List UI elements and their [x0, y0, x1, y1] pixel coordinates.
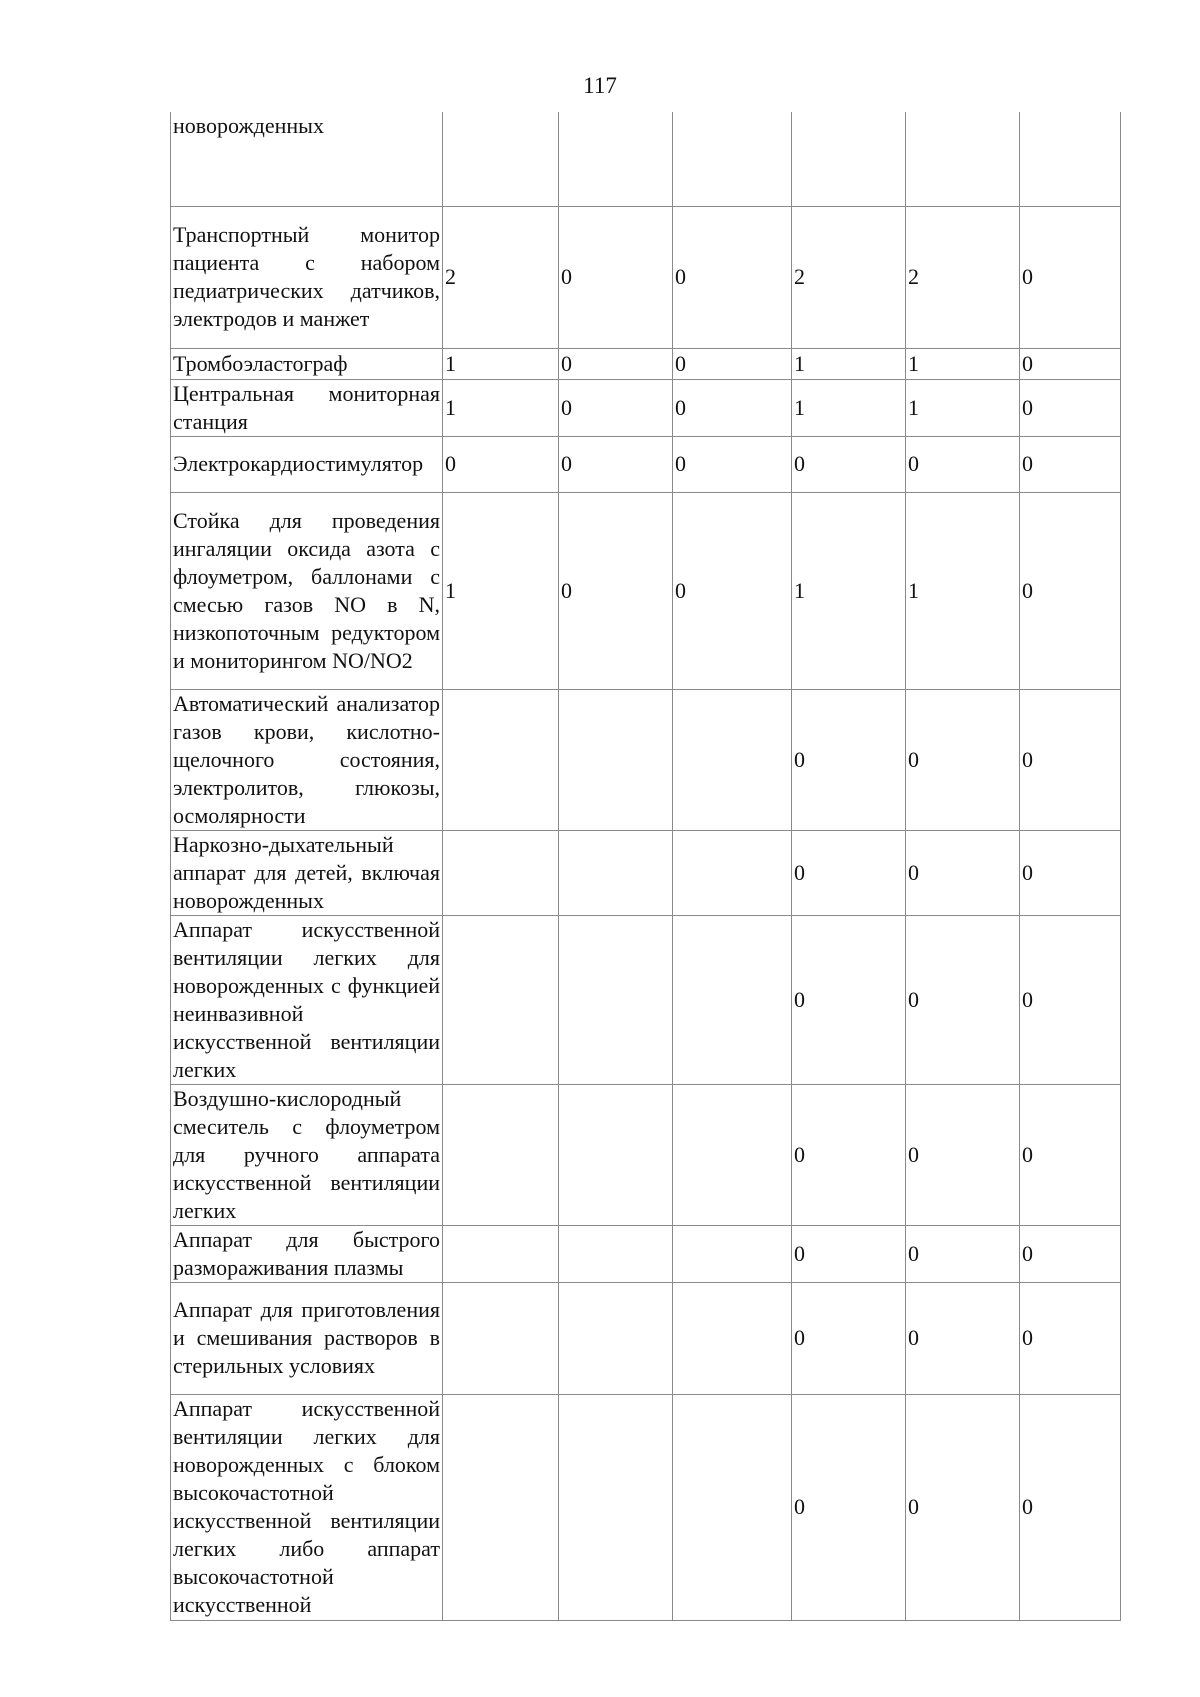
quantity-cell: 0	[559, 436, 673, 492]
quantity-cell	[443, 830, 559, 915]
quantity-cell: 0	[1020, 1225, 1121, 1282]
quantity-cell: 0	[673, 492, 792, 689]
quantity-cell: 1	[443, 492, 559, 689]
quantity-cell	[443, 112, 559, 206]
quantity-cell	[673, 830, 792, 915]
quantity-cell: 0	[673, 436, 792, 492]
table-row	[171, 1225, 1121, 1282]
equipment-name: Аппарат искусственной вентиляции легких для новорожденных с блоком высокочастотной искусственной вентиляции легких либо аппарат высокочастотной искусственной	[171, 1394, 443, 1620]
quantity-cell	[559, 1282, 673, 1394]
quantity-cell: 0	[906, 1084, 1020, 1225]
quantity-cell: 1	[906, 348, 1020, 379]
quantity-cell	[673, 1394, 792, 1620]
equipment-name: Стойка для проведения ингаляции оксида азота с флоуметром, баллонами с смесью газов NO в N, низкопоточным редуктором и мониторингом NO/NO2	[171, 492, 443, 689]
quantity-cell	[673, 112, 792, 206]
table-row	[171, 1084, 1121, 1225]
quantity-cell: 0	[1020, 830, 1121, 915]
quantity-cell	[673, 1282, 792, 1394]
equipment-name: Воздушно-кислородный смеситель с флоуметром для ручного аппарата искусственной вентиляции легких	[171, 1084, 443, 1225]
quantity-cell: 1	[906, 379, 1020, 436]
quantity-cell	[673, 1225, 792, 1282]
equipment-table	[170, 112, 1121, 1621]
quantity-cell	[559, 112, 673, 206]
quantity-cell: 2	[906, 206, 1020, 348]
quantity-cell: 1	[792, 379, 906, 436]
quantity-cell: 0	[1020, 1282, 1121, 1394]
table-row	[171, 348, 1121, 379]
quantity-cell: 0	[673, 348, 792, 379]
equipment-name: новорожденных	[171, 112, 443, 206]
equipment-name: Электрокардиостимулятор	[171, 436, 443, 492]
quantity-cell: 0	[792, 1394, 906, 1620]
quantity-cell: 0	[906, 915, 1020, 1084]
quantity-cell: 0	[792, 436, 906, 492]
quantity-cell: 0	[1020, 492, 1121, 689]
quantity-cell: 0	[906, 436, 1020, 492]
quantity-cell: 0	[792, 1084, 906, 1225]
quantity-cell: 0	[906, 830, 1020, 915]
quantity-cell: 0	[906, 1394, 1020, 1620]
quantity-cell: 0	[1020, 348, 1121, 379]
quantity-cell: 0	[559, 492, 673, 689]
quantity-cell: 2	[443, 206, 559, 348]
quantity-cell: 0	[1020, 689, 1121, 830]
quantity-cell	[559, 689, 673, 830]
equipment-name: Аппарат для быстрого размораживания плазмы	[171, 1225, 443, 1282]
quantity-cell: 0	[792, 689, 906, 830]
quantity-cell	[673, 1084, 792, 1225]
quantity-cell: 1	[443, 379, 559, 436]
equipment-name: Тромбоэластограф	[171, 348, 443, 379]
quantity-cell: 1	[792, 492, 906, 689]
equipment-name: Автоматический анализатор газов крови, кислотно-щелочного состояния, электролитов, глюкозы, осмолярности	[171, 689, 443, 830]
quantity-cell: 0	[1020, 1394, 1121, 1620]
table-row	[171, 915, 1121, 1084]
table-row	[171, 436, 1121, 492]
quantity-cell	[559, 1225, 673, 1282]
quantity-cell	[443, 1282, 559, 1394]
table-row	[171, 1282, 1121, 1394]
quantity-cell: 0	[906, 1282, 1020, 1394]
quantity-cell: 0	[1020, 379, 1121, 436]
quantity-cell: 0	[443, 436, 559, 492]
quantity-cell	[443, 1084, 559, 1225]
quantity-cell	[443, 1225, 559, 1282]
quantity-cell: 0	[792, 915, 906, 1084]
quantity-cell: 0	[792, 830, 906, 915]
quantity-cell	[559, 1084, 673, 1225]
quantity-cell: 0	[1020, 915, 1121, 1084]
quantity-cell	[443, 915, 559, 1084]
equipment-name: Наркозно-дыхательный аппарат для детей, включая новорожденных	[171, 830, 443, 915]
quantity-cell: 0	[906, 1225, 1020, 1282]
quantity-cell: 0	[906, 689, 1020, 830]
quantity-cell	[673, 689, 792, 830]
quantity-cell: 0	[673, 206, 792, 348]
table-row	[171, 492, 1121, 689]
equipment-name: Центральная мониторная станция	[171, 379, 443, 436]
quantity-cell: 0	[559, 348, 673, 379]
quantity-cell	[559, 830, 673, 915]
table-row	[171, 379, 1121, 436]
quantity-cell	[1020, 112, 1121, 206]
table-row	[171, 1394, 1121, 1620]
table-row	[171, 830, 1121, 915]
quantity-cell: 0	[792, 1282, 906, 1394]
quantity-cell: 0	[559, 379, 673, 436]
quantity-cell: 0	[792, 1225, 906, 1282]
table-row	[171, 206, 1121, 348]
equipment-name: Транспортный монитор пациента с набором педиатрических датчиков, электродов и манжет	[171, 206, 443, 348]
quantity-cell	[559, 915, 673, 1084]
quantity-cell	[792, 112, 906, 206]
equipment-name: Аппарат искусственной вентиляции легких для новорожденных с функцией неинвазивной искусственной вентиляции легких	[171, 915, 443, 1084]
quantity-cell: 0	[1020, 436, 1121, 492]
quantity-cell: 0	[673, 379, 792, 436]
quantity-cell: 2	[792, 206, 906, 348]
table-row	[171, 689, 1121, 830]
quantity-cell	[443, 1394, 559, 1620]
equipment-name: Аппарат для приготовления и смешивания растворов в стерильных условиях	[171, 1282, 443, 1394]
quantity-cell: 0	[559, 206, 673, 348]
quantity-cell: 1	[906, 492, 1020, 689]
table-row	[171, 112, 1121, 206]
page-number: 117	[583, 73, 617, 98]
quantity-cell: 0	[1020, 206, 1121, 348]
quantity-cell	[559, 1394, 673, 1620]
quantity-cell: 1	[443, 348, 559, 379]
quantity-cell	[673, 915, 792, 1084]
quantity-cell	[443, 689, 559, 830]
quantity-cell: 1	[792, 348, 906, 379]
quantity-cell	[906, 112, 1020, 206]
quantity-cell: 0	[1020, 1084, 1121, 1225]
